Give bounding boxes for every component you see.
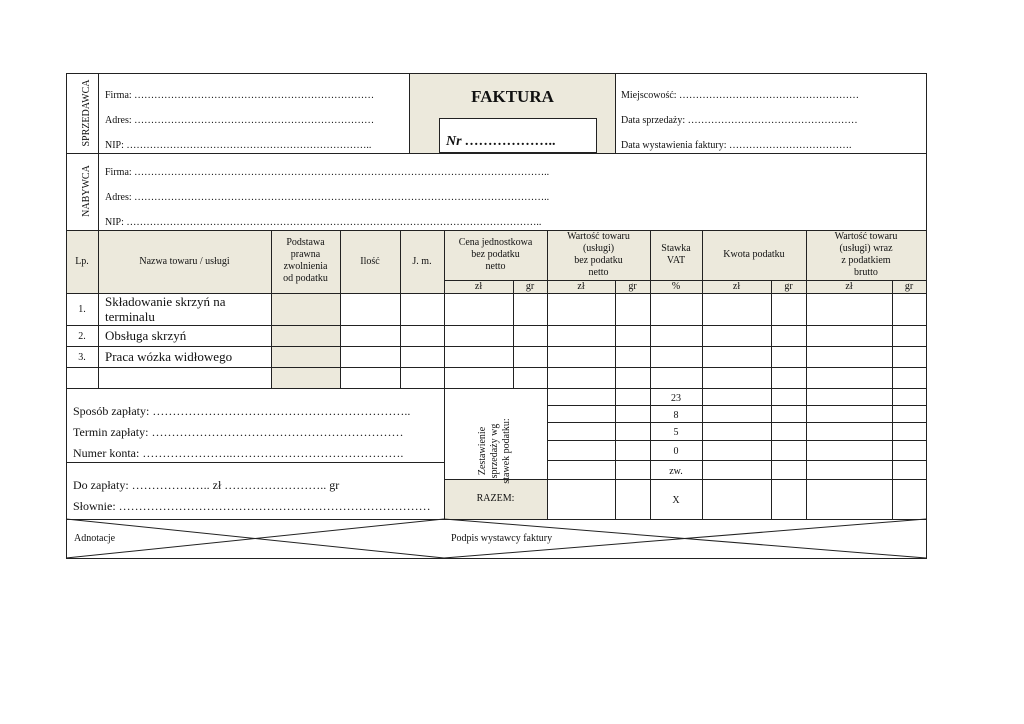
header-nazwa: Nazwa towaru / usługi xyxy=(139,256,230,267)
amount-due-field[interactable]: Do zapłaty: ……………….. zł …………………….. gr xyxy=(73,478,340,492)
sub-stawka-pct: % xyxy=(671,281,681,292)
header-podstawa-line2: prawna xyxy=(290,249,321,260)
header-brutto-line1: Wartość towaru xyxy=(834,231,898,242)
sub-wartosc-zl: zł xyxy=(577,281,585,292)
header-wartosc-line2: (usługi) xyxy=(582,243,615,254)
header-stawka-line1: Stawka xyxy=(661,243,691,254)
seller-adres-field[interactable]: Adres: ……………………………………………………………… xyxy=(105,115,375,126)
buyer-nip-field[interactable]: NIP: …………………………………………………………………………………………………………….. xyxy=(105,217,542,228)
item-3-name[interactable]: Praca wózka widłowego xyxy=(105,349,233,364)
sale-date-field[interactable]: Data sprzedaży: …………………………………………… xyxy=(621,115,858,126)
header-cena-line1: Cena jednostkowa xyxy=(458,237,533,248)
rate-8: 8 xyxy=(673,410,679,421)
header-cena-line3: netto xyxy=(485,261,506,272)
sub-cena-gr: gr xyxy=(525,281,535,292)
buyer-adres-field[interactable]: Adres: …………………………………………………………………………………………………………….. xyxy=(105,192,550,203)
header-stawka xyxy=(650,243,702,267)
item-2-name[interactable]: Obsługa skrzyń xyxy=(105,328,187,343)
sub-wartosc-gr: gr xyxy=(628,281,637,292)
summary-label xyxy=(453,399,537,484)
buyer-side-label: NABYWCA xyxy=(81,165,92,217)
header-lp: Lp. xyxy=(75,256,89,267)
sub-kwota-zl: zł xyxy=(732,281,741,292)
header-podstawa-line4: od podatku xyxy=(283,273,328,284)
header-brutto-line4: brutto xyxy=(854,267,878,278)
seller-nip-field[interactable]: NIP: ……………………………………………………………….. xyxy=(105,140,372,151)
amount-in-words-field[interactable]: Słownie: …………………………………………………………………… xyxy=(73,499,431,513)
seller-firma-field[interactable]: Firma: ……………………………………………………………… xyxy=(105,90,375,101)
rate-zw: zw. xyxy=(669,466,683,477)
rate-5: 5 xyxy=(673,427,679,438)
sub-brutto-gr: gr xyxy=(904,281,914,292)
place-field[interactable]: Miejscowość: ……………………………………………… xyxy=(621,90,860,101)
header-wartosc xyxy=(547,231,650,279)
rate-0: 0 xyxy=(673,446,679,457)
header-kwota: Kwota podatku xyxy=(723,249,785,260)
item-1-name-line1: Składowanie skrzyń na xyxy=(105,294,226,309)
summary-label-line2: sprzedaży wg xyxy=(489,423,500,479)
header-podstawa xyxy=(271,237,340,285)
header-brutto xyxy=(806,231,926,279)
item-1-lp: 1. xyxy=(78,304,86,315)
account-number-field[interactable]: Numer konta: …………………..……………………………………. xyxy=(73,446,404,460)
invoice-number-field[interactable]: Nr ……………….. xyxy=(446,134,557,149)
item-2-lp: 2. xyxy=(78,331,86,342)
header-cena xyxy=(444,237,547,273)
summary-label-line1: Zestawienie xyxy=(477,426,488,476)
header-jm: J. m. xyxy=(412,256,432,267)
header-podstawa-line1: Podstawa xyxy=(286,237,325,248)
header-podstawa-line3: zwolnienia xyxy=(283,261,328,272)
summary-label-line3: stawek podatku: xyxy=(501,418,512,484)
item-1-name[interactable] xyxy=(105,294,226,324)
sub-kwota-gr: gr xyxy=(784,281,793,292)
rate-23: 23 xyxy=(671,393,681,404)
annotations-label: Adnotacje xyxy=(74,533,116,544)
razem-label: RAZEM: xyxy=(476,493,515,504)
header-brutto-line2: (usługi) wraz xyxy=(839,243,893,254)
header-wartosc-line3: bez podatku xyxy=(574,255,623,266)
item-1-name-line2: terminalu xyxy=(105,309,155,324)
header-ilosc: Ilość xyxy=(360,256,380,267)
header-wartosc-line1: Wartość towaru xyxy=(567,231,630,242)
header-wartosc-line4: netto xyxy=(588,267,609,278)
header-stawka-line2: VAT xyxy=(666,255,686,266)
header-cena-line2: bez podatku xyxy=(471,249,520,260)
invoice-title: FAKTURA xyxy=(471,87,554,106)
payment-method-field[interactable]: Sposób zapłaty: ……………………………………………………….. xyxy=(73,404,411,418)
buyer-firma-field[interactable]: Firma: …………………………………………………………………………………………………………….. xyxy=(105,167,550,178)
signature-label: Podpis wystawcy faktury xyxy=(451,533,553,544)
header-brutto-line3: z podatkiem xyxy=(841,255,891,266)
payment-term-field[interactable]: Termin zapłaty: ……………………………………………………… xyxy=(73,425,404,439)
razem-rate: X xyxy=(672,495,680,506)
sub-cena-zl: zł xyxy=(474,281,483,292)
sub-brutto-zl: zł xyxy=(845,281,853,292)
issue-date-field[interactable]: Data wystawienia faktury: ………………………………. xyxy=(621,140,852,151)
podstawa-shade xyxy=(271,293,340,388)
item-3-lp: 3. xyxy=(78,352,86,363)
seller-side-label: SPRZEDAWCA xyxy=(81,79,92,147)
